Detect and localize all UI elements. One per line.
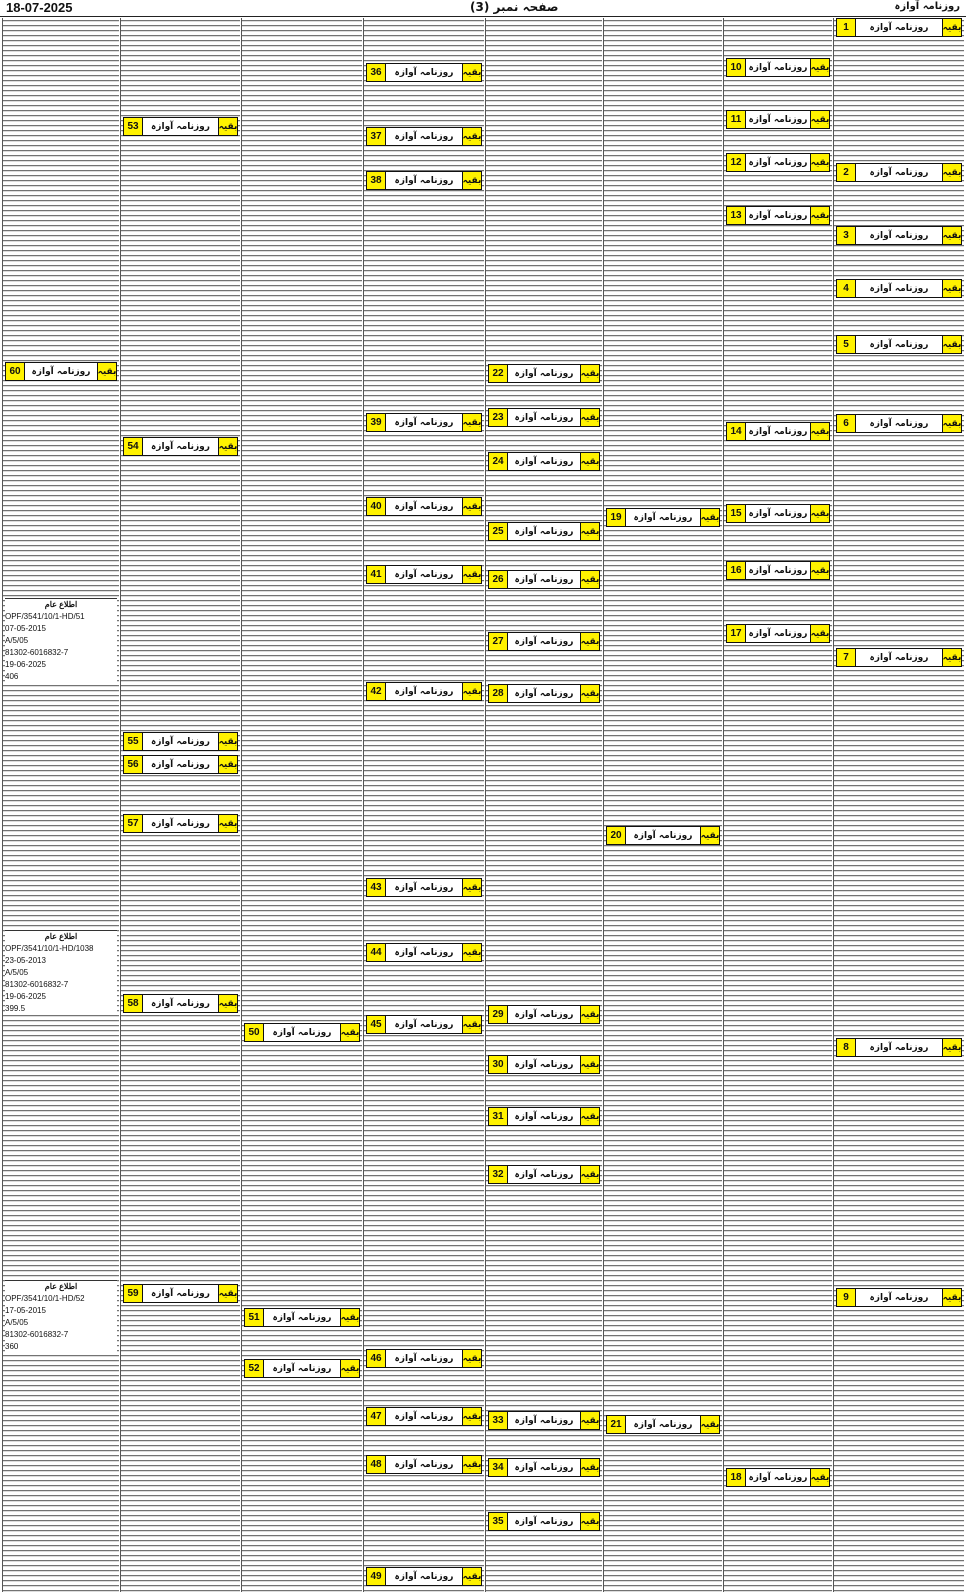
page-number: صفحہ نمبر (3) — [470, 0, 559, 14]
column-4 — [485, 18, 602, 1592]
box-56: 56 روزنامہ آوازہ بقیہ — [123, 755, 238, 774]
column-2 — [723, 18, 832, 1592]
box-40: 40 روزنامہ آوازہ بقیہ — [366, 497, 482, 516]
box-1: 1 روزنامہ آوازہ بقیہ — [836, 18, 962, 37]
public-notice-1: اطلاع عام OPF/3541/10/1-HD/51 07-05-2015 A/5/05 81302-6016832-7 19-06-2025 406 — [5, 598, 117, 683]
box-22: 22 روزنامہ آوازہ بقیہ — [488, 364, 600, 383]
box-3: 3 روزنامہ آوازہ بقیہ — [836, 226, 962, 245]
box-52: 52 روزنامہ آوازہ بقیہ — [244, 1359, 360, 1378]
box-10: 10 روزنامہ آوازہ بقیہ — [726, 58, 830, 77]
box-31: 31 روزنامہ آوازہ بقیہ — [488, 1107, 600, 1126]
box-49: 49 روزنامہ آوازہ بقیہ — [366, 1567, 482, 1586]
public-notice-3: اطلاع عام OPF/3541/10/1-HD/52 17-05-2015 A/5/05 81302-6016832-7 360 — [5, 1280, 117, 1353]
box-2: 2 روزنامہ آوازہ بقیہ — [836, 163, 962, 182]
box-27: 27 روزنامہ آوازہ بقیہ — [488, 632, 600, 651]
box-9: 9 روزنامہ آوازہ بقیہ — [836, 1288, 962, 1307]
box-33: 33 روزنامہ آوازہ بقیہ — [488, 1411, 600, 1430]
box-16: 16 روزنامہ آوازہ بقیہ — [726, 561, 830, 580]
box-6: 6 روزنامہ آوازہ بقیہ — [836, 414, 962, 433]
box-23: 23 روزنامہ آوازہ بقیہ — [488, 408, 600, 427]
box-38: 38 روزنامہ آوازہ بقیہ — [366, 171, 482, 190]
column-1 — [833, 18, 964, 1592]
box-46: 46 روزنامہ آوازہ بقیہ — [366, 1349, 482, 1368]
issue-date: 18-07-2025 — [6, 0, 73, 15]
box-32: 32 روزنامہ آوازہ بقیہ — [488, 1165, 600, 1184]
box-28: 28 روزنامہ آوازہ بقیہ — [488, 684, 600, 703]
box-37: 37 روزنامہ آوازہ بقیہ — [366, 127, 482, 146]
box-44: 44 روزنامہ آوازہ بقیہ — [366, 943, 482, 962]
public-notice-2: اطلاع عام OPF/3541/10/1-HD/1038 23-05-2013 A/5/05 81302-6016832-7 19-06-2025 399.5 — [5, 930, 117, 1015]
column-5 — [363, 18, 484, 1592]
column-text — [121, 18, 240, 1592]
box-19: 19 روزنامہ آوازہ بقیہ — [606, 508, 720, 527]
box-41: 41 روزنامہ آوازہ بقیہ — [366, 565, 482, 584]
box-17: 17 روزنامہ آوازہ بقیہ — [726, 624, 830, 643]
box-30: 30 روزنامہ آوازہ بقیہ — [488, 1055, 600, 1074]
box-39: 39 روزنامہ آوازہ بقیہ — [366, 413, 482, 432]
column-text — [604, 18, 722, 1592]
box-42: 42 روزنامہ آوازہ بقیہ — [366, 682, 482, 701]
masthead: روزنامہ آوازہ — [894, 1, 960, 12]
box-8: 8 روزنامہ آوازہ بقیہ — [836, 1038, 962, 1057]
box-51: 51 روزنامہ آوازہ بقیہ — [244, 1308, 360, 1327]
column-7 — [120, 18, 240, 1592]
column-text — [724, 18, 832, 1592]
box-4: 4 روزنامہ آوازہ بقیہ — [836, 279, 962, 298]
column-text — [834, 18, 964, 1592]
box-59: 59 روزنامہ آوازہ بقیہ — [123, 1284, 238, 1303]
box-43: 43 روزنامہ آوازہ بقیہ — [366, 878, 482, 897]
box-60: 60 روزنامہ آوازہ بقیہ — [5, 362, 117, 381]
column-text — [3, 18, 119, 1592]
box-54: 54 روزنامہ آوازہ بقیہ — [123, 437, 238, 456]
box-55: 55 روزنامہ آوازہ بقیہ — [123, 732, 238, 751]
box-13: 13 روزنامہ آوازہ بقیہ — [726, 206, 830, 225]
box-26: 26 روزنامہ آوازہ بقیہ — [488, 570, 600, 589]
box-29: 29 روزنامہ آوازہ بقیہ — [488, 1005, 600, 1024]
column-text — [486, 18, 602, 1592]
box-11: 11 روزنامہ آوازہ بقیہ — [726, 110, 830, 129]
box-5: 5 روزنامہ آوازہ بقیہ — [836, 335, 962, 354]
box-20: 20 روزنامہ آوازہ بقیہ — [606, 826, 720, 845]
box-12: 12 روزنامہ آوازہ بقیہ — [726, 153, 830, 172]
column-text — [242, 18, 362, 1592]
page-header — [0, 0, 966, 17]
box-24: 24 روزنامہ آوازہ بقیہ — [488, 452, 600, 471]
box-34: 34 روزنامہ آوازہ بقیہ — [488, 1458, 600, 1477]
column-6 — [241, 18, 362, 1592]
box-57: 57 روزنامہ آوازہ بقیہ — [123, 814, 238, 833]
box-45: 45 روزنامہ آوازہ بقیہ — [366, 1015, 482, 1034]
box-47: 47 روزنامہ آوازہ بقیہ — [366, 1407, 482, 1426]
box-36: 36 روزنامہ آوازہ بقیہ — [366, 63, 482, 82]
box-18: 18 روزنامہ آوازہ بقیہ — [726, 1468, 830, 1487]
box-21: 21 روزنامہ آوازہ بقیہ — [606, 1415, 720, 1434]
box-25: 25 روزنامہ آوازہ بقیہ — [488, 522, 600, 541]
box-15: 15 روزنامہ آوازہ بقیہ — [726, 504, 830, 523]
box-48: 48 روزنامہ آوازہ بقیہ — [366, 1455, 482, 1474]
box-58: 58 روزنامہ آوازہ بقیہ — [123, 994, 238, 1013]
column-8 — [2, 18, 119, 1592]
box-50: 50 روزنامہ آوازہ بقیہ — [244, 1023, 360, 1042]
column-3 — [603, 18, 722, 1592]
box-14: 14 روزنامہ آوازہ بقیہ — [726, 422, 830, 441]
box-7: 7 روزنامہ آوازہ بقیہ — [836, 648, 962, 667]
box-53: 53 روزنامہ آوازہ بقیہ — [123, 117, 238, 136]
box-35: 35 روزنامہ آوازہ بقیہ — [488, 1512, 600, 1531]
